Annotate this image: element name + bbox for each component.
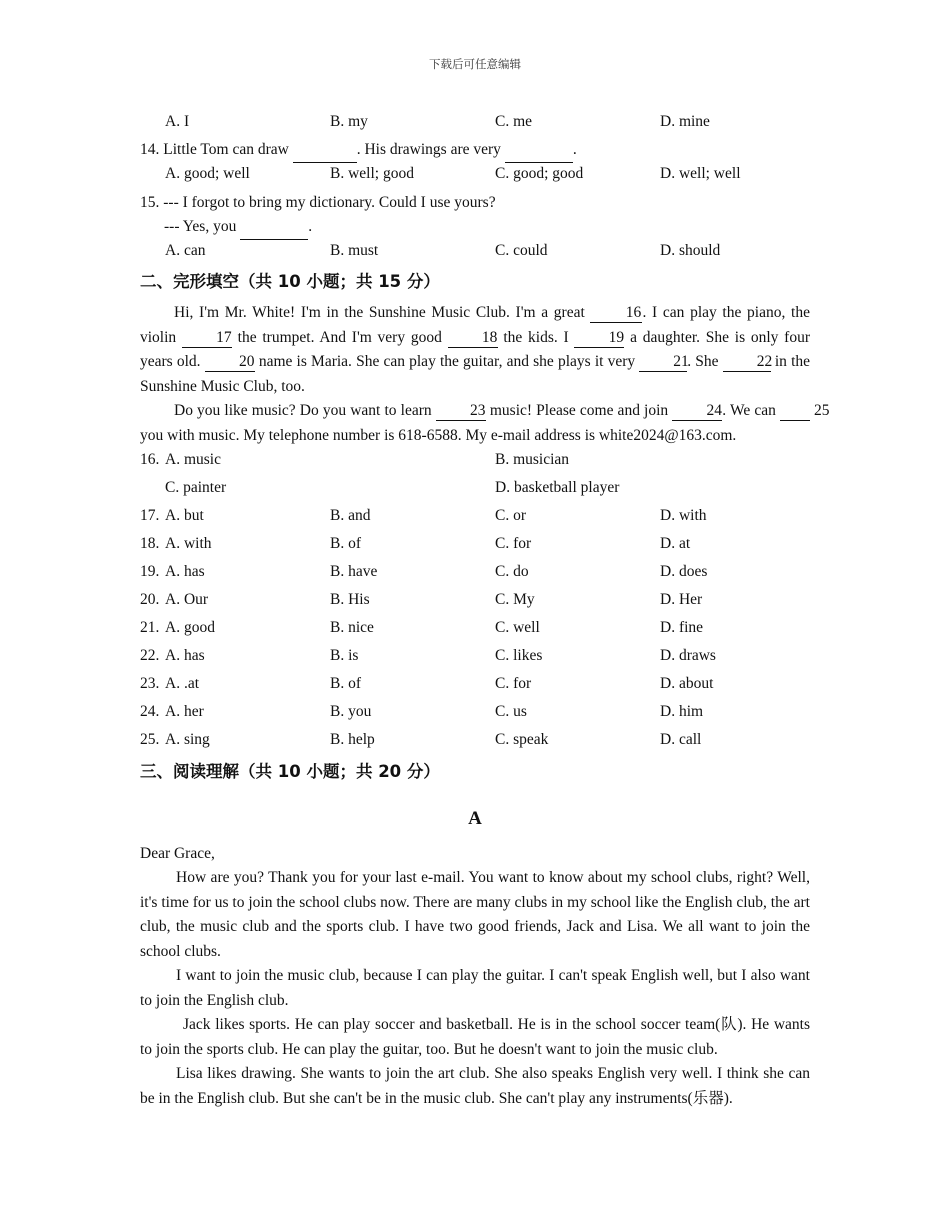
option-a: A. sing [165,731,210,748]
option-a: A. but [165,507,204,524]
cloze-question-row [140,561,810,583]
option-a: A. Our [165,591,209,608]
q14-blank-1 [293,138,357,163]
q15-options [140,240,810,262]
q13-option-d: D. mine [660,113,710,130]
option-b: B. is [330,647,359,664]
cloze-text: the kids. I [497,328,575,346]
option-c: C. well [495,619,540,636]
cloze-question-row [140,589,810,611]
q16-option-a: A. music [165,451,221,468]
q16-option-b: B. musician [495,451,570,468]
q15-option-a: A. can [165,242,206,259]
cloze-question-row [140,701,810,723]
cloze-text: Do you like music? Do you want to learn [174,402,436,419]
option-a: A. .at [165,675,200,692]
cloze-text: in the Sunshine Music Club, too. [140,353,811,395]
q15-dialog-2-end: . [308,218,313,235]
q15-dialog-1: --- I forgot to bring my dictionary. Could I use yours? [163,194,496,211]
passage-paragraph-1: How are you? Thank you for your last e-mail. You want to know about my school clubs, right? Well, it's time for us to join the school clubs now. There are many clubs in my school like the English club, the art club, the music club and the sports club. I have two good friends, Jack and Lisa. We all want to join the school clubs. [140,869,810,960]
blank-18: 18 [448,329,498,348]
cloze-paragraph-1 [140,301,810,399]
cloze-text: the trumpet. And I'm very good [231,328,448,346]
passage-paragraph-4: Lisa likes drawing. She wants to join the art club. She also speaks English very well. I think she can be in the English club. But she can't be in the music club. She can't play any instruments(乐器). [140,1065,810,1107]
cloze-paragraph-2 [140,399,830,448]
blank-22: 22 [723,353,771,372]
q16-options-row-1 [140,449,810,471]
option-b: B. of [330,535,361,552]
passage-paragraph-3: Jack likes sports. He can play soccer and basketball. He is in the school soccer team(队). He wants to join the sports club. He can play the guitar, too. But he doesn't want to join the music club. [140,1016,810,1058]
option-c: C. speak [495,731,549,748]
cloze-question-row [140,617,810,639]
q15-option-b: B. must [330,242,379,259]
passage-paragraph-2: I want to join the music club, because I can play the guitar. I can't speak English well, but I also want to join the English club. [140,967,810,1009]
option-b: B. of [330,675,361,692]
section-2-title: 二、完形填空（共 10 小题；共 15 分） [140,272,440,291]
option-d: D. draws [660,647,716,664]
option-a: A. good [165,619,215,636]
q16-option-c: C. painter [165,479,227,496]
q16-number: 16. [140,451,160,468]
q16-options-row-2 [140,477,810,499]
question-number: 22. [140,647,160,664]
cloze-text: a daughter. She is only four years old. [140,328,810,370]
blank-19: 19 [574,329,624,348]
q15-dialog-2: --- Yes, you [164,218,241,235]
q14-number: 14. [140,141,160,158]
option-a: A. with [165,535,212,552]
q15-line-1 [140,191,810,215]
option-b: B. help [330,731,375,748]
q14-option-d: D. well; well [660,165,741,182]
q13-option-a: A. I [165,113,190,130]
question-number: 19. [140,563,160,580]
question-number: 18. [140,535,160,552]
page-header: 下载后可任意编辑 [429,57,521,71]
option-d: D. with [660,507,707,524]
question-number: 23. [140,675,160,692]
cloze-text: . She [687,353,723,370]
cloze-question-row [140,645,810,667]
q14-blank-2 [505,138,573,163]
cloze-question-row [140,505,810,527]
option-d: D. him [660,703,704,720]
option-a: A. her [165,703,204,720]
option-d: D. does [660,563,708,580]
option-b: B. nice [330,619,374,636]
option-a: A. has [165,563,205,580]
q13-option-b: B. my [330,113,368,130]
option-d: D. at [660,535,691,552]
q14-option-b: B. well; good [330,165,414,182]
cloze-text: . I can play the piano, the violin [140,304,810,346]
cloze-text: you with music. My telephone number is 618-6588. My e-mail address is white2024@163.com. [140,426,737,444]
option-c: C. My [495,591,535,608]
option-c: C. for [495,675,532,692]
section-3-title: 三、阅读理解（共 10 小题；共 20 分） [140,762,440,781]
option-d: D. fine [660,619,704,636]
q15-line-2 [164,215,809,240]
option-b: B. His [330,591,370,608]
cloze-question-row [140,729,810,751]
option-b: B. and [330,507,371,524]
cloze-question-row [140,533,810,555]
q14-text-end: . [572,141,577,158]
option-c: C. or [495,507,526,524]
q13-option-c: C. me [495,113,533,130]
question-number: 24. [140,703,160,720]
option-d: D. call [660,731,702,748]
q15-blank [240,215,308,240]
option-c: C. for [495,535,532,552]
blank-25: 25 [780,402,810,421]
q14-stem [140,138,810,163]
cloze-text: Hi, I'm Mr. White! I'm in the Sunshine Music Club. I'm a great [174,304,591,321]
option-b: B. you [330,703,372,720]
cloze-text: . We can [722,402,781,419]
option-c: C. likes [495,647,543,664]
q14-options [140,163,810,185]
cloze-text: name is Maria. She can play the guitar, and she plays it very [254,353,640,370]
q15-option-d: D. should [660,242,721,259]
q15-number: 15. [140,194,160,211]
q14-text-post: . His drawings are very [356,141,505,158]
blank-21: 21 [639,353,687,372]
option-d: D. Her [660,591,703,608]
q15-option-c: C. could [495,242,548,259]
option-b: B. have [330,563,378,580]
option-a: A. has [165,647,205,664]
blank-16: 16 [590,304,642,323]
question-number: 20. [140,591,160,608]
blank-20: 20 [205,353,255,372]
cloze-text: music! Please come and join [485,402,673,419]
blank-23: 23 [436,402,486,421]
question-number: 25. [140,731,160,748]
q14-option-c: C. good; good [495,165,584,182]
question-number: 17. [140,507,160,524]
q16-option-d: D. basketball player [495,479,620,496]
blank-17: 17 [182,329,232,348]
q14-text-pre: Little Tom can draw [163,141,293,158]
option-c: C. do [495,563,529,580]
option-c: C. us [495,703,527,720]
blank-24: 24 [672,402,722,421]
letter-greeting: Dear Grace, [140,845,215,862]
passage-title: A [468,808,482,829]
cloze-question-row [140,673,810,695]
q14-option-a: A. good; well [165,165,250,182]
q13-options [140,111,810,133]
question-number: 21. [140,619,160,636]
option-d: D. about [660,675,714,692]
